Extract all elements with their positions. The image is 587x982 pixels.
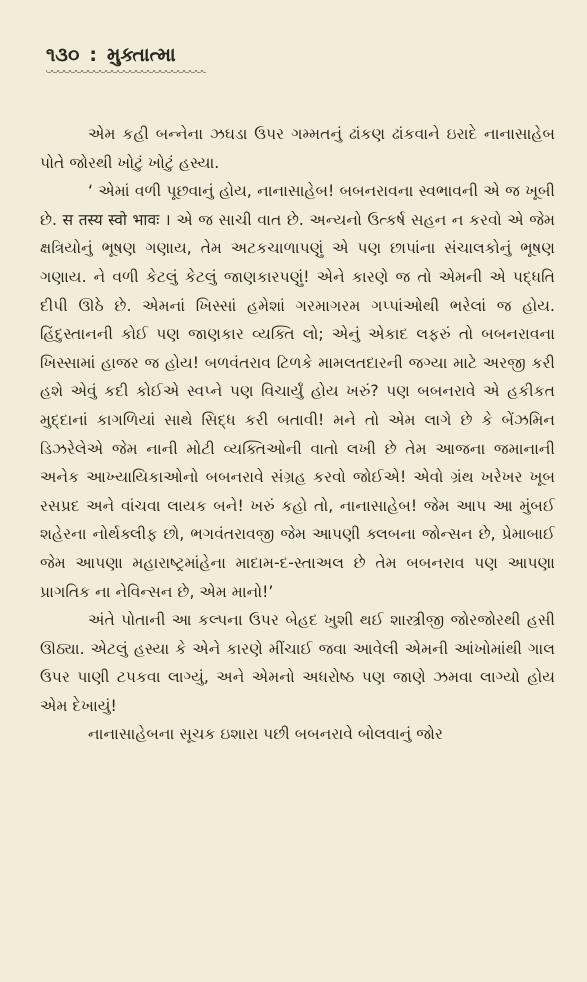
paragraph-3: અંતે પોતાની આ કલ્પના ઉપર બેહદ ખુશી થઈ શાસ્ત્રીજી જોરજોરથી હસી ઊઠ્યા. એટલું હસ્યા કે એને કારણે મીંચાઈ જવા આવેલી એમની આંખોમાંથી ગાલ ઉપર પાણી ટપકવા લાગ્યું, અને એમનો અધરોષ્ઠ પણ જાણે ઝમવા લાગ્યો હોય એમ દેખાયું!	[40, 611, 555, 715]
paragraph-4: નાનાસાહેબના સૂચક ઇશારા પછી બબનરાવે બોલવાનું જોર	[88, 725, 443, 744]
page-number: ૧૩૦	[46, 44, 80, 66]
body-text	[40, 120, 555, 749]
paragraph-1: એમ કહી બન્નેના ઝઘડા ઉપર ગમ્મતનું ઢાંકણ ઢાંકવાને ઇરાદે નાનાસાહેબ પોતે જોરથી ખોટું ખોટું હસ્યા.	[40, 125, 555, 172]
running-head	[46, 42, 555, 68]
book-title: મુક્તાત્મા	[107, 44, 176, 66]
decorative-wavy-rule	[46, 70, 206, 76]
header-separator: :	[89, 44, 98, 66]
paragraph-2: ‘ એમાં વળી પૂછવાનું હોય, નાનાસાહેબ! બબનરાવના સ્વભાવની એ જ ખૂબી છે. स तस्य स्वो भावः । એ જ સાચી વાત છે. અન્યનો ઉત્કર્ષ સહન ન કરવો એ જેમ ક્ષત્રિયોનું ભૂષણ ગણાય, તેમ અટકચાળાપણું એ પણ છાપાંના સંચાલકોનું ભૂષણ ગણાય. ને વળી કેટલું કેટલું જાણકારપણું! એને કારણે જ તો એમની એ પદ્ધતિ દીપી ઊઠે છે. એમનાં ખિસ્સાં હમેશાં ગરમાગરમ ગપ્પાંઓથી ભરેલાં જ હોય. હિંદુસ્તાનની કોઈ પણ જાણકાર વ્યક્તિ લો; એનું એકાદ લફરું તો બબનરાવના ખિસ્સામાં હાજર જ હોય! બળવંતરાવ ટિળકે મામલતદારની જગ્યા માટે અરજી કરી હશે એવું કદી કોઈએ સ્વપ્ને પણ વિચાર્યું હોય ખરું? પણ બબનરાવે એ હકીકત મુદ્દાનાં કાગળિયાં સાથે સિદ્ધ કરી બતાવી! મને તો એમ લાગે છે કે બેંઝમિન ડિઝરેલેએ જેમ નાની મોટી વ્યક્તિઓની વાતો લખી છે તેમ આજના જમાનાની અનેક આખ્યાયિકાઓનો બબનરાવે સંગ્રહ કરવો જોઈએ! એવો ગ્રંથ ખરેખર ખૂબ રસપ્રદ અને વાંચવા લાયક બને! ખરું કહો તો, નાનાસાહેબ! જેમ આપ આ મુંબઈ શહેરના નોર્થક્લીફ છો, ભગવંતરાવજી જેમ આપણી ક્લબના જોન્સન છે, પ્રેમાબાઈ જેમ આપણા મહારાષ્ટ્રમાંહેના માદામ-દ-સ્તાઅલ છે તેમ બબનરાવ પણ આપણા પ્રાગતિક ના નેવિન્સન છે, એમ માનો!’	[40, 182, 555, 601]
